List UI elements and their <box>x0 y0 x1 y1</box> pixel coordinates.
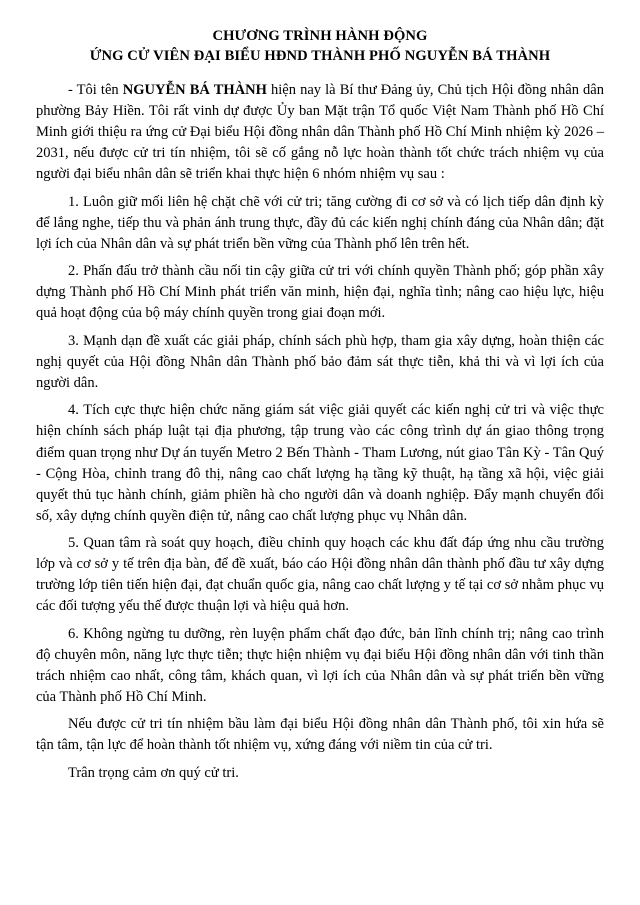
document-body <box>36 80 604 783</box>
paragraph-item-5: 5. Quan tâm rà soát quy hoạch, điều chỉnh quy hoạch các khu đất đáp ứng nhu cầu trường lớp và cơ sở y tế trên địa bàn, để đề xuất, báo cáo Hội đồng nhân dân thành phố đầu tư xây dựng trường lớp tiên tiến hiện đại, đạt chuẩn quốc gia, nâng cao chất lượng y tế tại cơ sở nhằm phục vụ các đối tượng yếu thế được thuận lợi và hiệu quả hơn. <box>36 535 604 615</box>
candidate-name: NGUYỄN BÁ THÀNH <box>122 82 267 99</box>
paragraph-item-2: 2. Phấn đấu trở thành cầu nối tin cậy giữa cử tri với chính quyền Thành phố; góp phần xây dựng Thành phố Hồ Chí Minh phát triển văn minh, hiện đại, nghĩa tình; nâng cao hiệu lực, hiệu quả hoạt động của bộ máy chính quyền trong giai đoạn mới. <box>36 263 604 322</box>
intro-rest: hiện nay là Bí thư Đảng ủy, Chủ tịch Hội đồng nhân dân phường Bảy Hiền. Tôi rất vinh dự được Ủy ban Mặt trận Tổ quốc Việt Nam Thành phố Hồ Chí Minh giới thiệu ra ứng cử Đại biểu Hội đồng nhân dân Thành phố Hồ Chí Minh nhiệm kỳ 2026 – 2031, nếu được cử tri tín nhiệm, tôi sẽ cố gắng nỗ lực hoàn thành tốt chức trách nhiệm vụ của người đại biểu nhân dân sẽ triển khai thực hiện 6 nhóm nhiệm vụ sau : <box>36 82 604 183</box>
paragraph-item-6: 6. Không ngừng tu dưỡng, rèn luyện phẩm chất đạo đức, bản lĩnh chính trị; nâng cao trình độ chuyên môn, năng lực thực tiễn; thực hiện nhiệm vụ đại biểu Hội đồng nhân dân với tinh thần trách nhiệm cao nhất, công tâm, khách quan, vì lợi ích của Nhân dân và sự phát triển bền vững của Thành phố Hồ Chí Minh. <box>36 625 604 705</box>
paragraph-item-4: 4. Tích cực thực hiện chức năng giám sát việc giải quyết các kiến nghị cử tri và việc thực hiện chính sách pháp luật tại địa phương, tập trung vào các công trình dự án giao thông trọng điểm quan trọng như Dự án tuyến Metro 2 Bến Thành - Tham Lương, nút giao Tân Kỳ - Tân Quý - Cộng Hòa, chỉnh trang đô thị, nâng cao chất lượng hạ tầng kỹ thuật, hạ tầng xã hội, việc giải quyết thủ tục hành chính, giảm phiền hà cho người dân và doanh nghiệp. Đẩy mạnh chuyển đổi số, xây dựng chính quyền điện tử, nâng cao chất lượng phục vụ Nhân dân. <box>36 402 604 524</box>
paragraph-item-3: 3. Mạnh dạn đề xuất các giải pháp, chính sách phù hợp, tham gia xây dựng, hoàn thiện các nghị quyết của Hội đồng Nhân dân Thành phố bảo đảm sát thực tiễn, khả thi và vì lợi ích của người dân. <box>36 332 604 391</box>
title-line-1: CHƯƠNG TRÌNH HÀNH ĐỘNG <box>212 28 428 44</box>
paragraph-intro <box>36 80 604 185</box>
intro-lead: - Tôi tên <box>68 82 123 99</box>
paragraph-closing: Nếu được cử tri tín nhiệm bầu làm đại biểu Hội đồng nhân dân Thành phố, tôi xin hứa sẽ tận tâm, tận lực để hoàn thành tốt nhiệm vụ, xứng đáng với niềm tin của cử tri. <box>36 716 604 754</box>
document-title <box>36 26 604 66</box>
title-line-2: ỨNG CỬ VIÊN ĐẠI BIỂU HĐND THÀNH PHỐ NGUYỄN BÁ THÀNH <box>89 48 551 65</box>
paragraph-thanks: Trân trọng cảm ơn quý cử tri. <box>68 764 239 781</box>
paragraph-item-1: 1. Luôn giữ mối liên hệ chặt chẽ với cử tri; tăng cường đi cơ sở và có lịch tiếp dân định kỳ để lắng nghe, tiếp thu và phản ánh trung thực, đầy đủ các kiến nghị chính đáng của Nhân dân; đặt lợi ích của Nhân dân và sự phát triển bền vững của Thành phố lên trên hết. <box>36 193 604 252</box>
